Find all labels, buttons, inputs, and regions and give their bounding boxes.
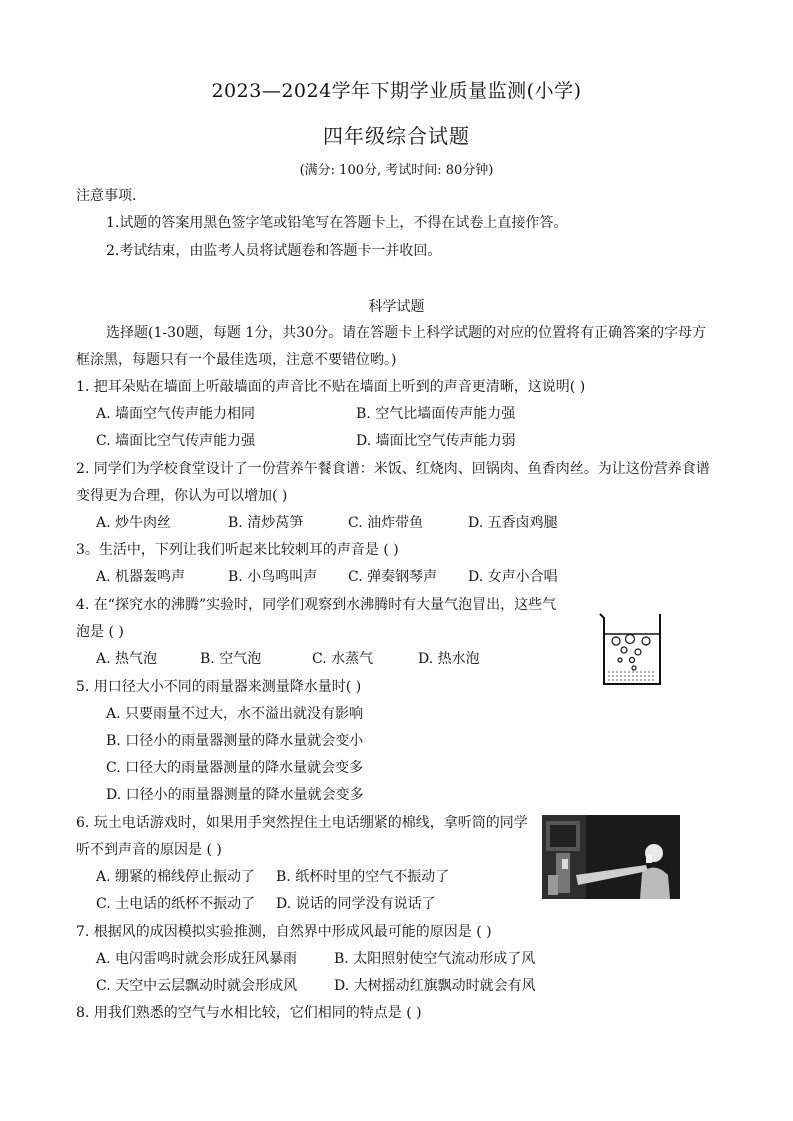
option-c: C. 墙面比空气传声能力强 — [96, 433, 256, 449]
option-d: D. 口径小的雨量器测量的降水量就会变多 — [106, 787, 364, 803]
question-stem: 2. 同学们为学校食堂设计了一份营养午餐食谱：米饭、红烧肉、回锅肉、鱼香肉丝。为让这份营养食谱 — [76, 461, 710, 477]
question-stem: 5. 用口径大小不同的雨量器来测量降水量时( ) — [76, 679, 362, 695]
question-stem: 6. 玩土电话游戏时，如果用手突然捏住土电话绷紧的棉线，拿听筒的同学 — [76, 815, 528, 831]
question-stem: 4. 在“探究水的沸腾”实验时，同学们观察到水沸腾时有大量气泡冒出，这些气 — [76, 597, 557, 613]
option-b: B. 清炒莴笋 — [228, 515, 304, 531]
option-d: D. 墙面比空气传声能力弱 — [356, 433, 516, 449]
string-telephone-photo — [542, 815, 680, 899]
boiling-beaker-figure — [596, 610, 668, 690]
option-d: D. 大树摇动红旗飘动时就会有风 — [334, 978, 536, 994]
question-stem: 泡是 ( ) — [76, 624, 124, 640]
option-a: A. 电闪雷鸣时就会形成狂风暴雨 — [96, 951, 298, 967]
question-stem: 听不到声音的原因是 ( ) — [76, 842, 222, 858]
option-c: C. 油炸带鱼 — [348, 515, 424, 531]
question-stem: 8. 用我们熟悉的空气与水相比较，它们相同的特点是 ( ) — [76, 1005, 422, 1021]
option-c: C. 土电话的纸杯不振动了 — [96, 896, 256, 912]
note-item: 1.试题的答案用黑色签字笔或铅笔写在答题卡上，不得在试卷上直接作答。 — [106, 215, 568, 231]
option-b: B. 纸杯时里的空气不振动了 — [276, 869, 450, 885]
option-d: D. 说话的同学没有说话了 — [276, 896, 436, 912]
option-d: D. 热水泡 — [418, 651, 480, 667]
option-a: A. 绷紧的棉线停止振动了 — [96, 869, 256, 885]
question-stem: 变得更为合理，你认为可以增加( ) — [76, 488, 288, 504]
option-a: A. 机器轰鸣声 — [96, 569, 186, 585]
exam-subtitle: 四年级综合试题 — [323, 124, 470, 148]
question-stem: 3。生活中，下列让我们听起来比较刺耳的声音是 ( ) — [76, 542, 399, 558]
question-stem: 7. 根据风的成因模拟实验推测，自然界中形成风最可能的原因是 ( ) — [76, 924, 492, 940]
option-d: D. 五香卤鸡腿 — [468, 515, 558, 531]
option-c: C. 口径大的雨量器测量的降水量就会变多 — [106, 760, 364, 776]
option-b: B. 小鸟鸣叫声 — [228, 569, 318, 585]
option-b: B. 太阳照射使空气流动形成了风 — [334, 951, 536, 967]
exam-info: (满分: 100分, 考试时间: 80分钟) — [299, 163, 494, 178]
question-stem: 1. 把耳朵贴在墙面上听敲墙面的声音比不贴在墙面上听到的声音更清晰，这说明( ) — [76, 379, 586, 395]
option-b: B. 空气比墙面传声能力强 — [356, 406, 516, 422]
option-c: C. 天空中云层飘动时就会形成风 — [96, 978, 298, 994]
option-c: C. 弹奏钢琴声 — [348, 569, 438, 585]
option-c: C. 水蒸气 — [312, 651, 374, 667]
section-intro: 框涂黑，每题只有一个最佳选项，注意不要错位哟。) — [76, 352, 397, 368]
option-a: A. 墙面空气传声能力相同 — [96, 406, 256, 422]
note-item: 2.考试结束，由监考人员将试题卷和答题卡一并收回。 — [106, 243, 442, 259]
option-b: B. 空气泡 — [200, 651, 262, 667]
section-title: 科学试题 — [368, 299, 425, 315]
option-a: A. 热气泡 — [96, 651, 158, 667]
option-b: B. 口径小的雨量器测量的降水量就会变小 — [106, 733, 364, 749]
option-a: A. 只要雨量不过大，水不溢出就没有影响 — [106, 706, 364, 722]
option-d: D. 女声小合唱 — [468, 569, 558, 585]
section-intro: 选择题(1-30题，每题 1分，共30分。请在答题卡上科学试题的对应的位置将有正确答案的字母方 — [106, 325, 707, 341]
option-a: A. 炒牛肉丝 — [96, 515, 172, 531]
exam-title: 2023—2024学年下期学业质量监测(小学) — [211, 80, 582, 102]
notes-heading: 注意事项. — [76, 188, 137, 204]
